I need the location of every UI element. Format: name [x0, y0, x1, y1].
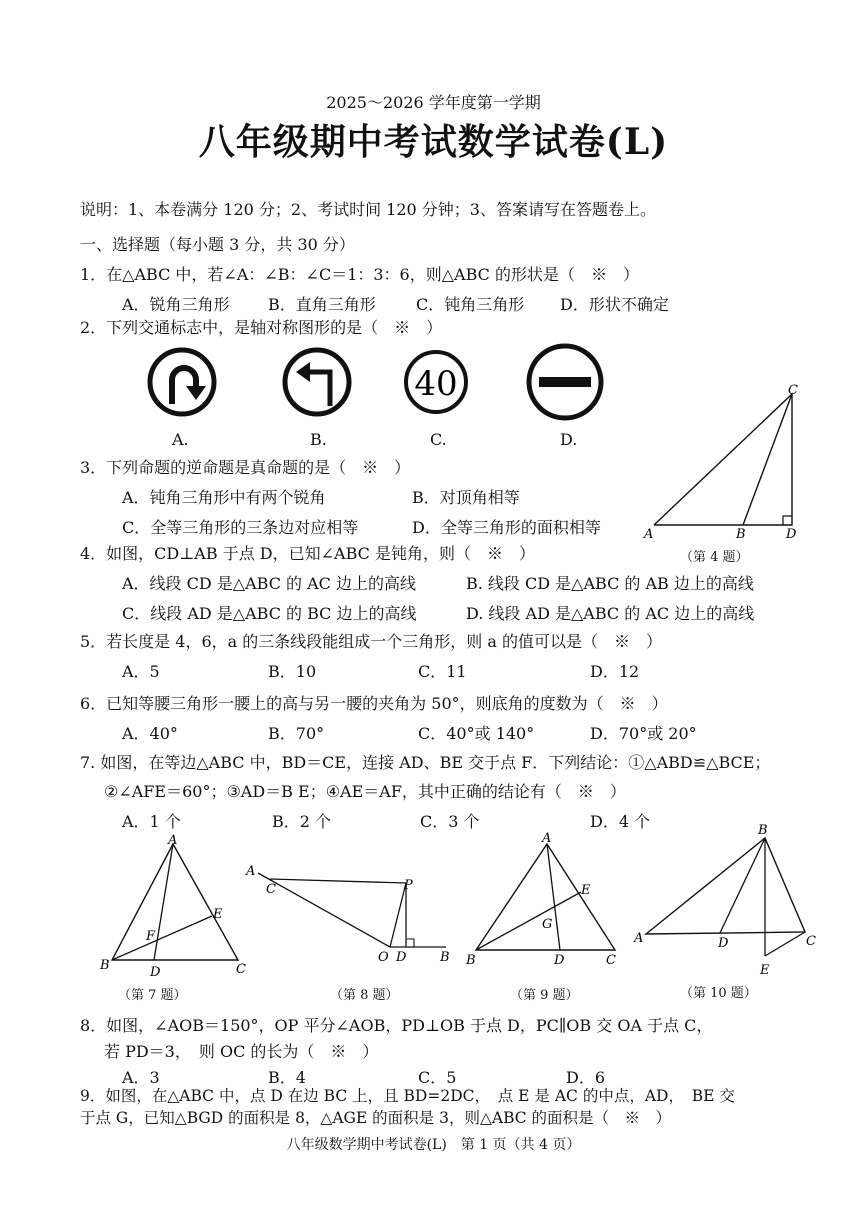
q1-option-c: C．钝角三角形	[416, 295, 525, 314]
exam-instructions: 说明：1、本卷满分 120 分；2、考试时间 120 分钟；3、答案请写在答题卷上。	[80, 200, 656, 219]
svg-text:B: B	[758, 823, 768, 838]
q3-option-d: D．全等三角形的面积相等	[412, 518, 601, 537]
q9-stem-line2: 于点 G，已知△BGD 的面积是 8，△AGE 的面积是 3，则△ABC 的面积是（ ※ ）	[80, 1109, 672, 1127]
svg-text:B: B	[466, 953, 476, 968]
svg-text:D: D	[554, 953, 565, 968]
figure-8-caption: （第 8 题）	[330, 988, 399, 1003]
q6-option-a: A．40°	[122, 724, 178, 743]
q4-option-d: D. 线段 AD 是△ABC 的 AC 边上的高线	[466, 604, 755, 623]
q4-option-c: C．线段 AD 是△ABC 的 BC 边上的高线	[122, 604, 417, 623]
sign-c-speed-limit-icon	[406, 352, 466, 412]
svg-text:C: C	[806, 934, 816, 949]
q7-option-c: C．3 个	[420, 812, 480, 831]
q6-option-b: B．70°	[268, 724, 325, 743]
q3-stem: 3．下列命题的逆命题是真命题的是（ ※ ）	[80, 458, 411, 477]
q2-label-c: C.	[430, 430, 447, 449]
svg-text:A: A	[168, 833, 178, 848]
q2-stem: 2．下列交通标志中，是轴对称图形的是（ ※ ）	[80, 318, 443, 337]
q8-option-d: D．6	[566, 1068, 606, 1087]
sign-a-uturn-icon	[150, 350, 214, 414]
q8-option-a: A．3	[122, 1068, 160, 1087]
svg-text:F: F	[146, 929, 156, 944]
figure-7	[96, 832, 256, 982]
q1-option-b: B．直角三角形	[268, 295, 376, 314]
term-heading: 2025～2026 学年度第一学期	[326, 93, 541, 112]
q1-option-a: A．锐角三角形	[122, 295, 230, 314]
q7-stem-line2: ②∠AFE＝60°；③AD＝B E；④AE＝AF，其中正确的结论有（ ※ ）	[104, 782, 626, 801]
sign-d-no-entry-icon	[529, 346, 601, 418]
svg-text:C: C	[266, 882, 276, 897]
figure-10	[630, 820, 830, 980]
q5-option-b: B．10	[268, 662, 317, 681]
figure-9-caption: （第 9 题）	[510, 988, 579, 1003]
q8-stem-line2: 若 PD＝3， 则 OC 的长为（ ※ ）	[104, 1042, 379, 1061]
svg-text:A: A	[542, 831, 552, 846]
q7-option-b: B．2 个	[272, 812, 332, 831]
svg-text:A: A	[644, 527, 654, 542]
q5-option-c: C．11	[418, 662, 467, 681]
q5-option-d: D．12	[590, 662, 640, 681]
q8-stem-line1: 8．如图，∠AOB＝150°，OP 平分∠AOB，PD⊥OB 于点 D，PC∥OB 交 OA 于点 C，	[80, 1016, 713, 1035]
q4-option-a: A．线段 CD 是△ABC 的 AC 边上的高线	[122, 574, 417, 593]
svg-text:A: A	[246, 864, 256, 879]
q6-option-d: D．70°或 20°	[590, 724, 697, 743]
q3-option-b: B．对顶角相等	[412, 488, 520, 507]
section-heading: 一、选择题（每小题 3 分，共 30 分）	[80, 235, 355, 254]
q5-stem: 5．若长度是 4，6，a 的三条线段能组成一个三角形，则 a 的值可以是（ ※ ）	[80, 632, 662, 651]
q3-option-c: C．全等三角形的三条边对应相等	[122, 518, 359, 537]
sign-c-text: 40	[414, 364, 458, 404]
q4-stem: 4．如图，CD⊥AB 于点 D，已知∠ABC 是钝角，则（ ※ ）	[80, 544, 535, 563]
q2-traffic-signs	[140, 340, 620, 450]
figure-8	[240, 855, 460, 970]
figure-10-caption: （第 10 题）	[680, 986, 757, 1001]
svg-text:D: D	[718, 936, 729, 951]
q8-option-c: C．5	[418, 1068, 457, 1087]
svg-text:C: C	[788, 383, 798, 398]
figure-9	[460, 830, 630, 970]
q6-stem: 6．已知等腰三角形一腰上的高与另一腰的夹角为 50°，则底角的度数为（ ※ ）	[80, 694, 668, 713]
figure-4-caption: （第 4 题）	[680, 550, 749, 565]
q5-option-a: A．5	[122, 662, 160, 681]
q2-label-d: D.	[560, 430, 578, 449]
exam-title: 八年级期中考试数学试卷(L)	[198, 121, 669, 163]
svg-text:O: O	[378, 950, 389, 965]
q7-option-a: A．1 个	[122, 812, 181, 831]
figure-4	[640, 378, 810, 543]
q7-option-d: D．4 个	[590, 812, 651, 831]
q2-label-b: B.	[310, 430, 327, 449]
q7-stem-line1: 7. 如图，在等边△ABC 中，BD＝CE，连接 AD、BE 交于点 F．下列结论：①△ABD≌△BCE；	[80, 753, 771, 772]
svg-text:C: C	[606, 953, 616, 968]
svg-text:B: B	[736, 527, 746, 542]
q3-option-a: A．钝角三角形中有两个锐角	[122, 488, 326, 507]
svg-text:P: P	[404, 878, 413, 893]
figure-7-caption: （第 7 题）	[118, 988, 187, 1003]
q9-stem-line1: 9．如图，在△ABC 中，点 D 在边 BC 上，且 BD=2DC， 点 E 是 AC 的中点，AD， BE 交	[80, 1087, 735, 1105]
svg-text:D: D	[786, 527, 797, 542]
svg-text:D: D	[150, 965, 161, 980]
svg-text:C: C	[236, 962, 246, 977]
q1-option-d: D．形状不确定	[560, 295, 669, 314]
q4-option-b: B. 线段 CD 是△ABC 的 AB 边上的高线	[466, 574, 754, 593]
svg-text:E: E	[760, 963, 770, 978]
svg-text:E: E	[581, 883, 591, 898]
svg-text:E: E	[213, 907, 223, 922]
svg-text:B: B	[440, 950, 450, 965]
svg-text:A: A	[634, 931, 644, 946]
q1-stem: 1．在△ABC 中，若∠A：∠B：∠C＝1：3：6，则△ABC 的形状是（ ※ ）	[80, 265, 639, 284]
svg-text:B: B	[100, 958, 110, 973]
q2-label-a: A.	[172, 430, 189, 449]
q8-option-b: B．4	[268, 1068, 306, 1087]
q6-option-c: C．40°或 140°	[418, 724, 535, 743]
sign-b-left-turn-icon	[285, 350, 349, 414]
svg-text:G: G	[542, 917, 553, 932]
page-footer: 八年级数学期中考试卷(L) 第 1 页（共 4 页）	[286, 1137, 581, 1153]
svg-text:D: D	[396, 950, 407, 965]
